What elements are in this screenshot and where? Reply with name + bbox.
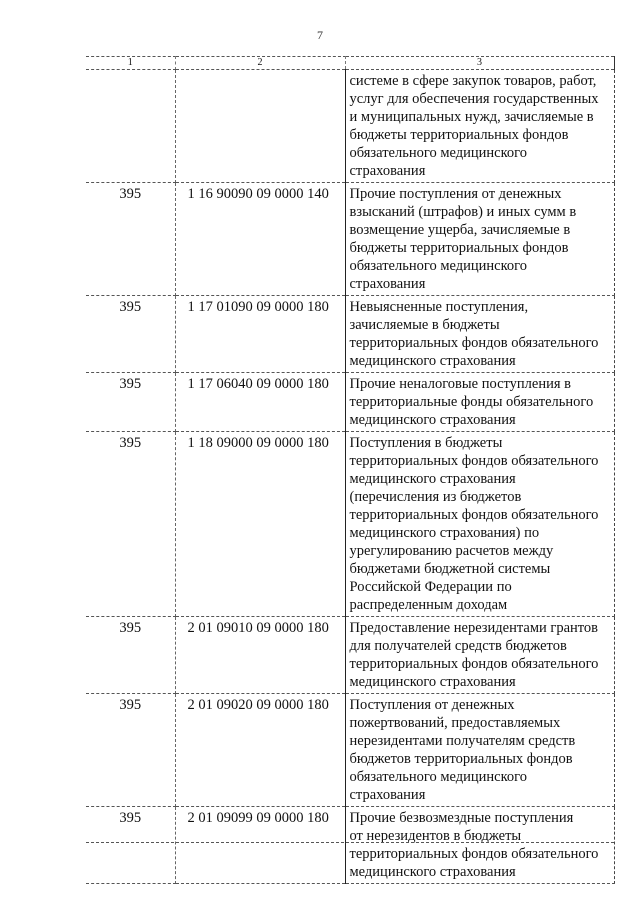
admin-code-cell: [86, 70, 175, 183]
description-line: пожертвований, предоставляемых: [349, 715, 561, 731]
description-line: территориальных фондов обязательного: [349, 507, 599, 523]
page-number: 7: [317, 28, 323, 42]
description-line: обязательного медицинского: [349, 769, 527, 785]
table-row: [86, 70, 614, 183]
revenue-description-cell: [345, 432, 614, 617]
column-header-2: 2: [175, 57, 345, 70]
description-line: страхования: [349, 276, 426, 292]
description-line: медицинского страхования: [349, 864, 516, 880]
column-header-1: 1: [86, 57, 175, 70]
description-line: Прочие безвозмездные поступления: [349, 810, 574, 826]
description-line: услуг для обеспечения государственных: [349, 91, 599, 107]
description-line: страхования: [349, 163, 426, 179]
description-line: медицинского страхования: [349, 674, 516, 690]
revenue-description-cell: [345, 694, 614, 807]
table-row: [86, 373, 614, 432]
description-line: территориальных фондов обязательного: [349, 656, 599, 672]
description-line: системе в сфере закупок товаров, работ,: [349, 73, 597, 89]
description-line: бюджетами бюджетной системы: [349, 561, 551, 577]
revenue-description-cell: [345, 807, 614, 884]
description-line: бюджетов территориальных фондов: [349, 751, 573, 767]
description-line: бюджеты территориальных фондов: [349, 127, 569, 143]
admin-code-cell: 395: [86, 432, 175, 617]
budget-classification-code-cell: 1 18 09000 09 0000 180: [175, 432, 345, 617]
description-line: территориальные фонды обязательного: [349, 394, 594, 410]
description-line: распределенным доходам: [349, 597, 508, 613]
admin-code-cell: 395: [86, 183, 175, 296]
description-line: Поступления в бюджеты: [349, 435, 503, 451]
description-line: территориальных фондов обязательного: [349, 453, 599, 469]
description-line: для получателей средств бюджетов: [349, 638, 567, 654]
description-line: медицинского страхования) по: [349, 525, 540, 541]
budget-classification-code-cell: 1 17 01090 09 0000 180: [175, 296, 345, 373]
description-line: Невыясненные поступления,: [349, 299, 529, 315]
description-line: обязательного медицинского: [349, 258, 527, 274]
description-line: и муниципальных нужд, зачисляемые в: [349, 109, 594, 125]
budget-classification-code-cell: [175, 70, 345, 183]
budget-classification-code-cell: 1 17 06040 09 0000 180: [175, 373, 345, 432]
admin-code-cell: 395: [86, 807, 175, 884]
table-row: [86, 807, 614, 884]
description-line: обязательного медицинского: [349, 145, 527, 161]
description-line: взысканий (штрафов) и иных сумм в: [349, 204, 577, 220]
description-line: медицинского страхования: [349, 412, 516, 428]
description-line: Российской Федерации по: [349, 579, 512, 595]
table-row: [86, 183, 614, 296]
revenue-codes-table: [86, 56, 615, 884]
description-line: Прочие неналоговые поступления в: [349, 376, 571, 392]
table-row: [86, 617, 614, 694]
table-row: [86, 432, 614, 617]
description-line: от нерезидентов в бюджеты: [349, 828, 522, 844]
admin-code-cell: 395: [86, 617, 175, 694]
table-row: [86, 296, 614, 373]
revenue-description-cell: [345, 183, 614, 296]
description-line: территориальных фондов обязательного: [349, 846, 599, 862]
table-bottom-rule: [86, 842, 614, 843]
description-line: территориальных фондов обязательного: [349, 335, 599, 351]
table-row: [86, 694, 614, 807]
description-line: нерезидентами получателям средств: [349, 733, 576, 749]
description-line: бюджеты территориальных фондов: [349, 240, 569, 256]
description-line: Прочие поступления от денежных: [349, 186, 562, 202]
budget-classification-code-cell: 2 01 09020 09 0000 180: [175, 694, 345, 807]
description-line: (перечисления из бюджетов: [349, 489, 522, 505]
description-line: Поступления от денежных: [349, 697, 515, 713]
budget-classification-code-cell: 2 01 09099 09 0000 180: [175, 807, 345, 884]
table-body: [86, 70, 614, 884]
description-line: урегулированию расчетов между: [349, 543, 554, 559]
description-line: страхования: [349, 787, 426, 803]
admin-code-cell: 395: [86, 694, 175, 807]
budget-classification-code-cell: 2 01 09010 09 0000 180: [175, 617, 345, 694]
revenue-description-cell: [345, 617, 614, 694]
description-line: Предоставление нерезидентами грантов: [349, 620, 599, 636]
description-line: зачисляемые в бюджеты: [349, 317, 500, 333]
table-header-row: [86, 57, 614, 70]
revenue-description-cell: [345, 296, 614, 373]
description-line: возмещение ущерба, зачисляемые в: [349, 222, 571, 238]
admin-code-cell: 395: [86, 373, 175, 432]
admin-code-cell: 395: [86, 296, 175, 373]
description-line: медицинского страхования: [349, 471, 516, 487]
budget-classification-code-cell: 1 16 90090 09 0000 140: [175, 183, 345, 296]
revenue-description-cell: [345, 70, 614, 183]
revenue-description-cell: [345, 373, 614, 432]
description-line: медицинского страхования: [349, 353, 516, 369]
column-header-3: 3: [345, 57, 614, 70]
